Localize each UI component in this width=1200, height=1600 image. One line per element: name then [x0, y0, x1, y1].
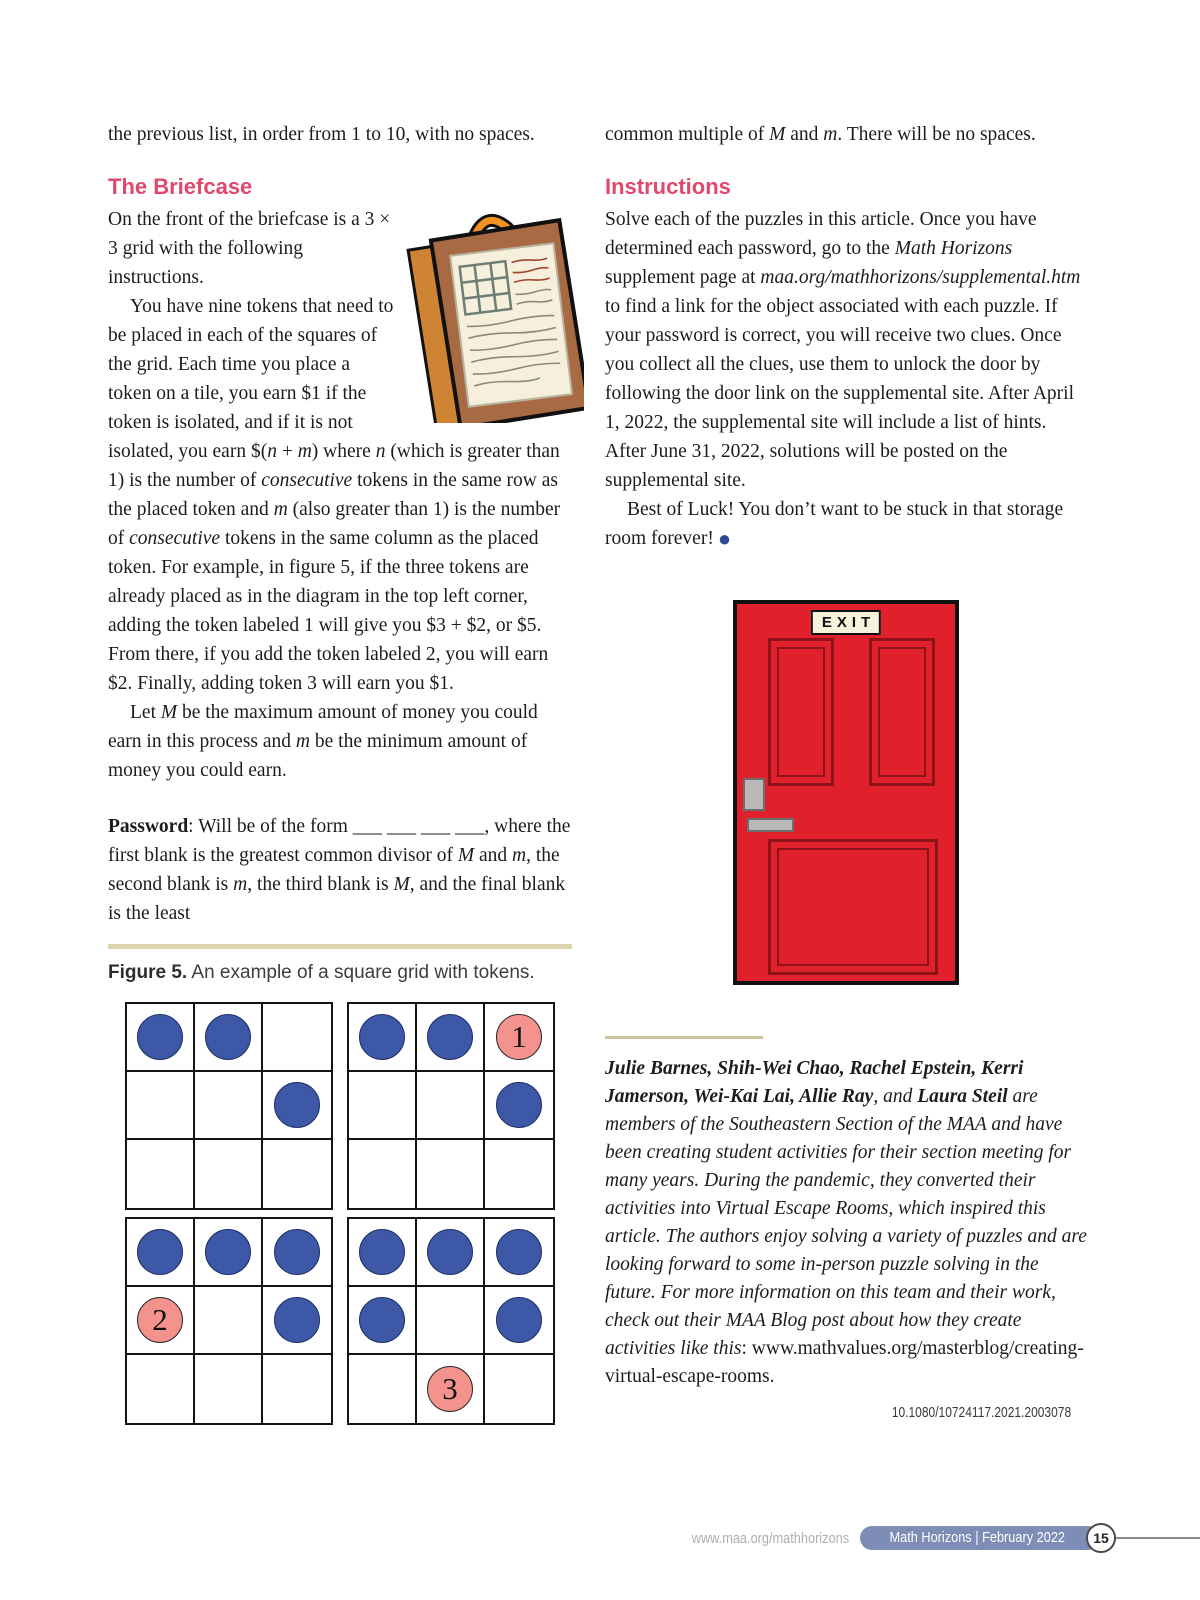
text-segment: be the maximum amount of money you could earn in this process and	[108, 702, 538, 752]
text-segment: M	[160, 702, 178, 723]
text-segment: (which is greater than 1) is the number of	[108, 441, 560, 491]
text-segment: m	[273, 499, 288, 520]
text-segment: n	[267, 441, 277, 462]
blue-token	[137, 1014, 183, 1060]
blue-token	[359, 1014, 405, 1060]
grid-cell	[417, 1287, 485, 1355]
door-handle-plate	[743, 778, 765, 811]
door-panel-inner	[878, 647, 926, 777]
paragraph-previous-list	[108, 120, 572, 149]
grid-cell	[417, 1140, 485, 1208]
grid-cell	[127, 1287, 195, 1355]
grid-cell	[485, 1072, 553, 1140]
exit-door-illustration	[733, 600, 959, 985]
best-of-luck-text	[605, 499, 1063, 549]
text-segment: are members of the Southeastern Section of the MAA and have been creating student activities for their section meeting for many years. During the pandemic, they converted their activities into Virtual Escape Rooms, which inspired this article. The authors enjoy solving a variety of puzzles and are looking forward to some in-person puzzle solving in the future. For more information on this team and their work, check out their MAA Blog post about how they create activities like	[605, 1086, 1087, 1359]
text-segment: On the front of the briefcase is a 3 × 3 grid with the following instructions.	[108, 209, 391, 288]
figure-caption-label: Figure 5.	[108, 962, 188, 983]
text-segment: M	[769, 124, 786, 145]
paragraph-common-multiple	[605, 120, 1083, 149]
blue-token	[427, 1229, 473, 1275]
text-segment: , and	[873, 1086, 918, 1107]
text-segment: Julie Barnes, Shih-Wei Chao, Rachel Epstein, Kerri Jamerson, Wei-Kai Lai, Allie Ray	[605, 1058, 1024, 1107]
journal-badge-text: Math Horizons | February 2022	[888, 1529, 1065, 1546]
text-segment: be the minimum amount of money you could earn.	[108, 731, 528, 781]
token-grid-3	[125, 1217, 333, 1425]
text-segment: Solve each of the puzzles in this article. Once you have determined each password, go to the	[605, 209, 1037, 259]
text-segment: M	[393, 874, 410, 895]
door-panel-bottom	[768, 839, 938, 975]
numbered-red-token: 2	[137, 1297, 183, 1343]
blue-token	[274, 1297, 320, 1343]
blue-token	[427, 1014, 473, 1060]
author-bio	[605, 1036, 1087, 1391]
door-handle-bar	[747, 818, 794, 832]
paragraph-password	[108, 812, 572, 928]
text-segment: (also greater than 1) is the number of	[108, 499, 561, 549]
blue-token	[274, 1229, 320, 1275]
grid-cell	[417, 1355, 485, 1423]
grid-cell	[485, 1004, 553, 1072]
bio-text	[605, 1055, 1087, 1391]
grid-cell	[127, 1140, 195, 1208]
footer-url-text: www.maa.org/mathhorizons	[692, 1529, 850, 1547]
text-segment: the previous list, in order from 1 to 10, with no spaces.	[108, 124, 535, 145]
text-segment: m	[512, 845, 527, 866]
briefcase-illustration	[406, 207, 584, 423]
text-segment: tokens in the same column as the placed token. For example, in figure 5, if the three tokens are already placed as in the diagram in the top left corner, adding the token labeled 1 will give you $3 + $2, or $5. From there, if you add the token labeled 2, you will earn $2. Finally, adding token 3 will earn you $1.	[108, 528, 549, 694]
grid-cell	[417, 1004, 485, 1072]
grid-cell	[127, 1355, 195, 1423]
grid-cell	[485, 1355, 553, 1423]
text-segment: tokens in the same row as the placed token and	[108, 470, 559, 520]
door-panel-inner	[777, 848, 929, 966]
text-segment: m	[295, 731, 311, 752]
left-column	[108, 120, 572, 928]
footer-url	[664, 1530, 849, 1547]
grid-cell	[263, 1072, 331, 1140]
text-segment: M	[457, 845, 475, 866]
grid-cell	[263, 1219, 331, 1287]
token-grid-2	[347, 1002, 555, 1210]
text-segment: Math Horizons	[894, 238, 1013, 259]
grid-cell	[263, 1140, 331, 1208]
text-segment: You have nine tokens that need to be placed in each of the squares of the grid. Each time you place a token on a tile, you earn $1 if the token is isolated, and if it is not isolated, you earn $(	[108, 296, 394, 462]
grid-cell	[417, 1072, 485, 1140]
text-segment: Best of Luck! You don’t want to be stuck in that storage room forever!	[605, 499, 1064, 549]
blue-token	[274, 1082, 320, 1128]
figure-caption-text: An example of a square grid with tokens.	[187, 962, 535, 983]
text-segment: ) where	[311, 441, 376, 462]
grid-cell	[195, 1287, 263, 1355]
blue-token	[205, 1229, 251, 1275]
figure-5	[108, 944, 572, 1425]
grid-cell	[195, 1140, 263, 1208]
blue-token	[496, 1229, 542, 1275]
text-segment: . There will be no spaces.	[837, 124, 1036, 145]
grid-cell	[349, 1219, 417, 1287]
text-segment: this	[713, 1338, 742, 1359]
text-segment: and	[785, 124, 824, 145]
footer-line	[1114, 1537, 1200, 1539]
grid-cell	[349, 1355, 417, 1423]
grid-cell	[127, 1004, 195, 1072]
text-segment: Laura Steil	[917, 1086, 1008, 1107]
text-segment: +	[276, 441, 298, 462]
text-segment: supplement page at	[605, 267, 761, 288]
door-panel-top-right	[869, 638, 935, 786]
text-segment: maa.org/mathhorizons/supplemental.htm	[760, 267, 1081, 288]
numbered-red-token: 1	[496, 1014, 542, 1060]
text-segment: m	[823, 124, 838, 145]
grid-cell	[263, 1355, 331, 1423]
grid-cell	[195, 1072, 263, 1140]
bio-divider	[605, 1036, 763, 1039]
exit-sign: EXIT	[811, 610, 881, 635]
blue-token	[496, 1082, 542, 1128]
grid-cell	[349, 1072, 417, 1140]
text-segment: Let	[130, 702, 161, 723]
grid-cell	[263, 1287, 331, 1355]
grid-cell	[127, 1219, 195, 1287]
blue-token	[359, 1229, 405, 1275]
blue-token	[359, 1297, 405, 1343]
right-column	[605, 120, 1083, 553]
page-footer	[664, 1522, 1200, 1554]
grid-cell	[263, 1004, 331, 1072]
text-segment: m	[233, 874, 248, 895]
end-of-article-icon: ●	[717, 526, 732, 551]
section-heading-instructions: Instructions	[605, 174, 731, 199]
figure-top-rule	[108, 944, 572, 949]
blue-token	[205, 1014, 251, 1060]
grid-cell	[349, 1140, 417, 1208]
text-segment: common multiple of	[605, 124, 770, 145]
paragraph-max-min	[108, 698, 572, 785]
text-segment: to find a link for the object associated with each puzzle. If your password is correct, you will receive two clues. Once you collect all the clues, use them to unlock the door by following the door link on the supplemental site. After April 1, 2022, the supplemental site will include a list of hints. After June 31, 2022, solutions will be posted on the supplemental site.	[605, 296, 1075, 491]
section-heading-briefcase: The Briefcase	[108, 174, 253, 199]
text-segment: , and the final blank is the least	[108, 874, 566, 924]
grid-cell	[485, 1140, 553, 1208]
door-panel-inner	[777, 647, 825, 777]
text-segment: : www.mathvalues.org/masterblog/creating-virtual-escape-rooms.	[605, 1338, 1084, 1387]
token-grid-1	[125, 1002, 333, 1210]
grid-cell	[485, 1219, 553, 1287]
journal-badge	[860, 1526, 1101, 1550]
text-segment: and	[474, 845, 513, 866]
text-segment: consecutive	[261, 470, 353, 491]
briefcase-section	[108, 205, 572, 698]
text-segment: , the third blank is	[247, 874, 394, 895]
briefcase-drawing	[406, 207, 584, 423]
text-segment: m	[297, 441, 312, 462]
grid-cell	[195, 1219, 263, 1287]
door-panel-top-left	[768, 638, 834, 786]
figure-caption	[108, 960, 572, 986]
token-grids	[125, 1002, 572, 1425]
text-segment: Password	[108, 816, 189, 837]
text-segment: n	[375, 441, 386, 462]
grid-cell	[485, 1287, 553, 1355]
doi-text: 10.1080/10724117.2021.2003078	[891, 1404, 1071, 1421]
paragraph-instructions	[605, 205, 1083, 495]
grid-cell	[349, 1004, 417, 1072]
text-segment: , the second blank is	[108, 845, 560, 895]
grid-cell	[195, 1004, 263, 1072]
paragraph-best-of-luck	[605, 495, 1083, 553]
grid-cell	[349, 1287, 417, 1355]
grid-cell	[195, 1355, 263, 1423]
grid-cell	[127, 1072, 195, 1140]
numbered-red-token: 3	[427, 1366, 473, 1412]
grid-cell	[417, 1219, 485, 1287]
doi	[605, 1404, 1071, 1421]
page-number: 15	[1086, 1523, 1116, 1553]
text-segment: consecutive	[129, 528, 221, 549]
token-grid-4	[347, 1217, 555, 1425]
blue-token	[137, 1229, 183, 1275]
text-segment: : Will be of the form ___ ___ ___ ___, where the first blank is the greatest common divisor of	[108, 816, 571, 866]
blue-token	[496, 1297, 542, 1343]
